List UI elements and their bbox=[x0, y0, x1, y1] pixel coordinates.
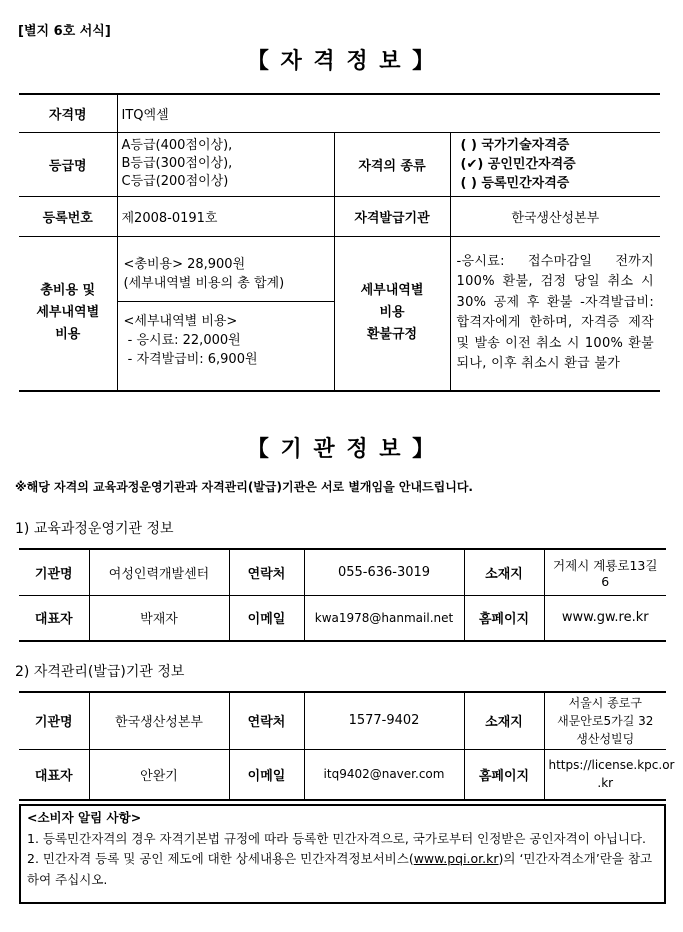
edu-phone-label: 연락처 bbox=[229, 549, 304, 595]
cert-org-label: 기관명 bbox=[19, 692, 89, 749]
cert-institution-table bbox=[19, 691, 675, 801]
cert-phone-label: 연락처 bbox=[229, 692, 304, 749]
cost-label-line: 총비용 및 bbox=[40, 283, 96, 299]
edu-addr-label: 소재지 bbox=[464, 549, 544, 595]
edu-org-value: 여성인력개발센터 bbox=[89, 549, 229, 595]
type-label: 자격의 종류 bbox=[334, 132, 450, 196]
type-item: ( ) 등록민간자격증 bbox=[460, 175, 570, 191]
consumer-notice-box bbox=[19, 804, 666, 904]
type-list bbox=[450, 132, 660, 196]
cert-web-label: 홈페이지 bbox=[464, 749, 544, 800]
issuer-label: 자격발급기관 bbox=[334, 196, 450, 236]
edu-org-label: 기관명 bbox=[19, 549, 89, 595]
detail-cost bbox=[118, 302, 334, 379]
institution-section-title: 【 기 관 정 보 】 bbox=[246, 437, 437, 462]
consumer-notice-title: <소비자 알림 사항> bbox=[27, 810, 142, 825]
reg-number-value: 제2008-0191호 bbox=[117, 196, 334, 236]
refund-label-line: 환불규정 bbox=[366, 327, 418, 343]
edu-email-label: 이메일 bbox=[229, 595, 304, 641]
cost-detail-cell bbox=[117, 236, 334, 391]
form-label: [별지 6호 서식] bbox=[18, 24, 111, 39]
qualification-table bbox=[19, 93, 660, 392]
issuer-value: 한국생산성본부 bbox=[450, 196, 660, 236]
consumer-item2-post: )의 ‘민간자격소개’란을 참고하여 주십시오. bbox=[27, 851, 653, 887]
refund-label-line: 비용 bbox=[379, 305, 405, 321]
cert-addr-label: 소재지 bbox=[464, 692, 544, 749]
type-item: (✔) 공인민간자격증 bbox=[460, 156, 576, 172]
cost-label-line: 비용 bbox=[55, 327, 81, 343]
cert-email-value: itq9402@naver.com bbox=[304, 749, 464, 800]
qualification-name-label: 자격명 bbox=[19, 94, 117, 132]
grade-item: C등급(200점이상) bbox=[121, 174, 229, 189]
total-cost bbox=[118, 247, 334, 302]
edu-institution-table bbox=[19, 548, 666, 642]
grade-item: A등급(400점이상), bbox=[121, 138, 233, 153]
edu-addr-value: 거제시 계룡로13길 6 bbox=[544, 549, 666, 595]
total-cost-line: (세부내역별 비용의 총 합계) bbox=[123, 276, 285, 292]
cert-addr-value bbox=[544, 692, 666, 749]
refund-label-line: 세부내역별 bbox=[360, 283, 424, 299]
cert-org-value: 한국생산성본부 bbox=[89, 692, 229, 749]
cost-label bbox=[19, 236, 117, 391]
edu-phone-value: 055-636-3019 bbox=[304, 549, 464, 595]
cert-addr-line: 새문안로5가길 32 bbox=[557, 713, 654, 728]
refund-policy: -응시료: 접수마감일 전까지 100% 환불, 검정 당일 취소 시 30% 공제 후 환불 -자격발급비:합격자에게 한하며, 자격증 제작 및 발송 이전 취소 시 100% 환불되나, 이후 취소시 환급 불가 bbox=[450, 236, 660, 391]
cert-web-line: https://license.kpc.or bbox=[548, 758, 675, 773]
total-cost-line: <총비용> 28,900원 bbox=[123, 257, 246, 273]
cert-web-value bbox=[544, 749, 675, 800]
cert-rep-value: 안완기 bbox=[89, 749, 229, 800]
qualification-name-value: ITQ엑셀 bbox=[117, 94, 660, 132]
grade-list bbox=[117, 132, 334, 196]
detail-cost-line: - 응시료: 22,000원 bbox=[123, 333, 241, 349]
cert-email-label: 이메일 bbox=[229, 749, 304, 800]
edu-email-value: kwa1978@hanmail.net bbox=[304, 595, 464, 641]
consumer-notice-item bbox=[27, 849, 658, 890]
grade-item: B등급(300점이상), bbox=[121, 156, 233, 171]
cert-institution-heading: 2) 자격관리(발급)기관 정보 bbox=[15, 664, 185, 680]
cert-web-line: .kr bbox=[597, 776, 614, 791]
consumer-item2-pre: 2. 민간자격 등록 및 공인 제도에 대한 상세내용은 민간자격정보서비스( bbox=[27, 851, 414, 866]
consumer-notice-item: 1. 등록민간자격의 경우 자격기본법 규정에 따라 등록한 민간자격으로, 국가로부터 인정받은 공인자격이 아닙니다. bbox=[27, 830, 647, 846]
cert-rep-label: 대표자 bbox=[19, 749, 89, 800]
cert-addr-line: 생산성빌딩 bbox=[576, 731, 635, 746]
edu-institution-heading: 1) 교육과정운영기관 정보 bbox=[15, 521, 174, 537]
edu-web-label: 홈페이지 bbox=[464, 595, 544, 641]
cert-phone-value: 1577-9402 bbox=[304, 692, 464, 749]
cost-label-line: 세부내역별 bbox=[36, 305, 100, 321]
pqi-link[interactable]: www.pqi.or.kr bbox=[413, 851, 499, 866]
grade-label: 등급명 bbox=[19, 132, 117, 196]
edu-web-value: www.gw.re.kr bbox=[544, 595, 666, 641]
reg-number-label: 등록번호 bbox=[19, 196, 117, 236]
institution-notice: ※해당 자격의 교육과정운영기관과 자격관리(발급)기관은 서로 별개임을 안내드립니다. bbox=[15, 480, 473, 494]
qualification-section-title: 【 자 격 정 보 】 bbox=[246, 49, 437, 74]
detail-cost-line: <세부내역별 비용> bbox=[123, 314, 238, 330]
cert-addr-line: 서울시 종로구 bbox=[568, 695, 642, 710]
refund-label bbox=[334, 236, 450, 391]
detail-cost-line: - 자격발급비: 6,900원 bbox=[123, 352, 258, 368]
edu-rep-label: 대표자 bbox=[19, 595, 89, 641]
edu-rep-value: 박재자 bbox=[89, 595, 229, 641]
type-item: ( ) 국가기술자격증 bbox=[460, 137, 570, 153]
